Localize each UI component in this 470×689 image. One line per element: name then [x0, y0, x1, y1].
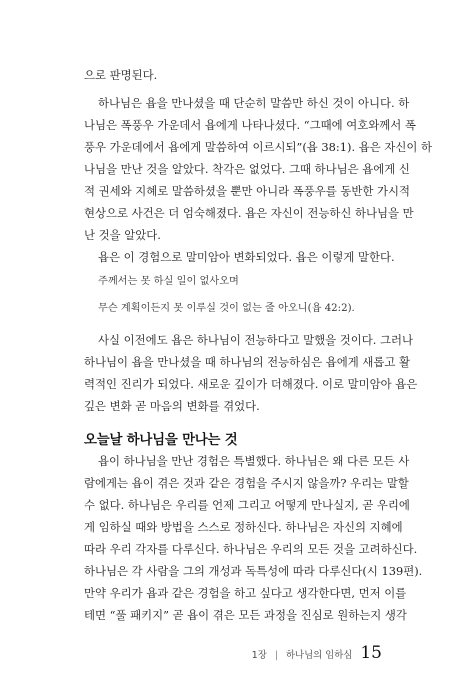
text-line: 깊은 변화 곧 마음의 변화를 겪었다. — [84, 399, 260, 413]
chapter-title: 하나님의 임하심 — [285, 650, 353, 661]
text-line: 풍우 가운데에서 욥에게 말씀하여 이르시되”(욥 38:1). 욥은 자신이 하 — [84, 140, 432, 154]
quote-line: 무슨 계획이든지 못 이루실 것이 없는 줄 아오니(욥 42:2). — [98, 303, 355, 314]
text-line: 하나님은 각 사람을 그의 개성과 독특성에 따라 다루신다(시 139편). — [84, 564, 423, 578]
paragraph-continued — [84, 64, 384, 86]
paragraph-meeting-god-today — [84, 450, 423, 626]
text-line: 력적인 진리가 되었다. 새로운 깊이가 더해졌다. 이로 말미암아 욥은 — [84, 377, 418, 391]
text-line: 난 것을 알았다. — [84, 228, 161, 242]
text-line: 욥은 이 경험으로 말미암아 변화되었다. 욥은 이렇게 말한다. — [98, 250, 395, 264]
text-line: 테면 “풀 패키지” 곧 욥이 겪은 모든 과정을 진심로 원하는지 생각 — [84, 608, 407, 622]
paragraph-job-changed — [84, 246, 395, 268]
text-line: 나님을 만난 것을 알았다. 착각은 없었다. 그때 하나님은 욥에게 신 — [84, 162, 410, 176]
text-line: 현상으로 사건은 더 엄숙해졌다. 욥은 자신이 전능하신 하나님을 만 — [84, 206, 414, 220]
text-line: 하나님이 욥을 만나셨을 때 하나님의 전능하심은 욥에게 새롭고 활 — [84, 355, 411, 369]
text-line: 나님은 폭풍우 가운데서 욥에게 나타나셨다. “그때에 여호와께서 폭 — [84, 118, 416, 132]
paragraph-omnipotence — [84, 329, 418, 417]
text-line: 따라 우리 각자를 다루신다. 하나님은 우리의 모든 것을 고려하신다. — [84, 542, 418, 556]
text-line: 만약 우리가 욥과 같은 경험을 하고 싶다고 생각한다면, 먼저 이를 — [84, 586, 407, 600]
text-line: 적 권세와 지혜로 말씀하셨을 뿐만 아니라 폭풍우를 동반한 가시적 — [84, 184, 411, 198]
text-line: 람에게는 욥이 겪은 것과 같은 경험을 주시지 않을까? 우리는 말할 — [84, 476, 409, 490]
text-line: 사실 이전에도 욥은 하나님이 전능하다고 말했을 것이다. 그러나 — [98, 333, 414, 347]
page-number: 15 — [360, 643, 382, 663]
footer-separator: | — [274, 650, 278, 661]
quote-line: 주께서는 못 하실 일이 없사오며 — [98, 276, 239, 287]
text-line: 하나님은 욥을 만나셨을 때 단순히 말씀만 하신 것이 아니다. 하 — [98, 96, 410, 110]
text-line: 수 없다. 하나님은 우리를 언제 그리고 어떻게 만나실지, 곧 우리에 — [84, 498, 410, 512]
paragraph-job-storm — [84, 92, 432, 246]
section-heading: 오늘날 하나님을 만나는 것 — [84, 433, 238, 448]
chapter-label: 1장 — [251, 650, 267, 661]
page-footer — [252, 643, 382, 663]
text-line: 게 임하실 때와 방법을 스스로 정하신다. 하나님은 자신의 지혜에 — [84, 520, 403, 534]
text-line: 욥이 하나님을 만난 경험은 특별했다. 하나님은 왜 다른 모든 사 — [98, 454, 410, 468]
text-line: 으로 판명된다. — [84, 68, 158, 82]
scripture-quote — [98, 268, 384, 322]
